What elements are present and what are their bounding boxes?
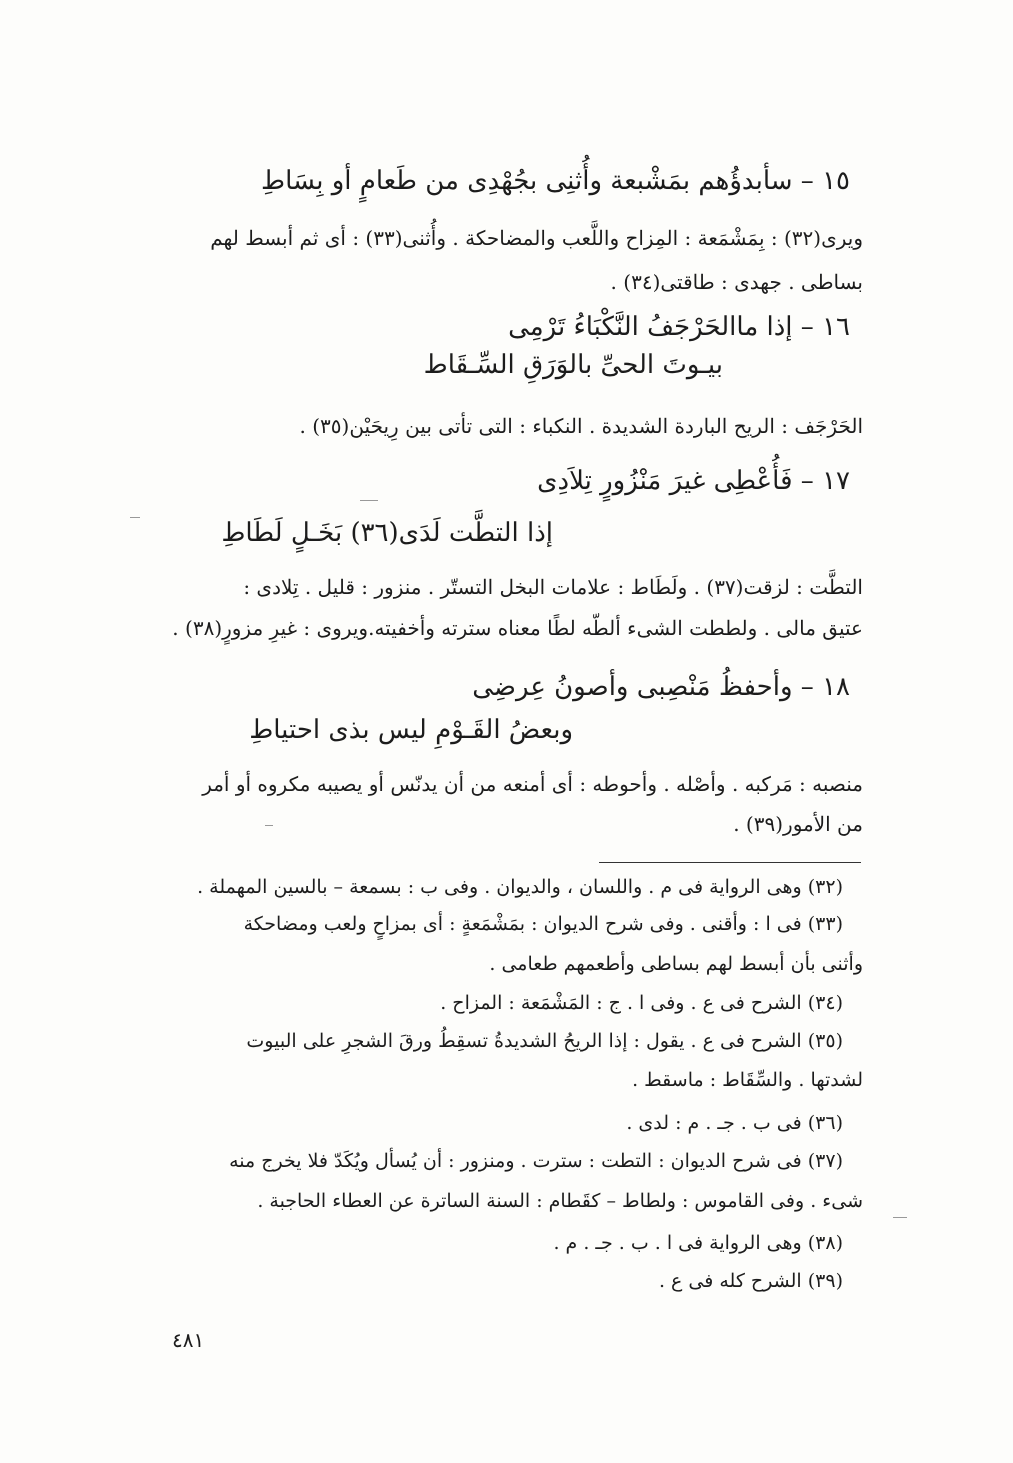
footnote-37-continued: شىء . وفى القاموس : ولطاط – كقَطام : السنة الساترة عن العطاء الحاجبة . <box>257 1190 863 1212</box>
scan-mark <box>265 825 273 826</box>
verse-15: ١٥ – سأبدؤُهم بمَشْبعة وأُثنِى بجُهْدِى من طَعامٍ أو بِسَاطِ <box>261 166 850 196</box>
verse-15-gloss-line-1: ويرى(٣٢) : بِمَشْمَعة : المِزاح واللَّعب والمضاحكة . وأُثنى(٣٣) : أى ثم أبسط لهم <box>210 226 863 250</box>
verse-16-gloss: الحَرْجَف : الريح الباردة الشديدة . النكباء : التى تأتى بين رِيحَيْن(٣٥) . <box>299 414 863 438</box>
page-number: ٤٨١ <box>172 1328 205 1352</box>
scan-mark <box>130 517 140 518</box>
footnote-35: (٣٥) الشرح فى ع . يقول : إذا الريحُ الشديدةُ تسقِطُ ورقَ الشجرِ على البيوت <box>246 1030 843 1052</box>
verse-17-second-hemistich: إذا التطَّت لَدَى(٣٦) بَخَـلٍ لَطَاطِ <box>221 518 553 548</box>
footnote-36: (٣٦) فى ب . جـ . م : لدى . <box>626 1112 843 1134</box>
verse-18-first-hemistich: ١٨ – وأحفظُ مَنْصِبى وأصونُ عِرضِى <box>472 672 850 702</box>
footnote-38: (٣٨) وهى الرواية فى ا . ب . جـ . م . <box>553 1232 843 1254</box>
verse-18-gloss-line-1: منصبه : مَركبه . وأصْله . وأحوطه : أى أمنعه من أن يدنّس أو يصيبه مكروه أو أمر <box>202 772 863 796</box>
verse-17-first-hemistich: ١٧ – فَأُعْطِى غيرَ مَنْزُورٍ تِلاَدِى <box>537 466 850 496</box>
footnote-35-continued: لشدتها . والسِّقَاط : ماسقط . <box>632 1069 863 1091</box>
footnote-33-continued: وأثنى بأن أبسط لهم بساطى وأطعمهم طعامى . <box>489 953 863 975</box>
verse-16-second-hemistich: بيـوتَ الحىِّ بالوَرَقِ السِّـقَاط <box>423 350 723 380</box>
scan-mark <box>893 1217 907 1218</box>
footnote-separator <box>599 862 861 863</box>
footnote-39: (٣٩) الشرح كله فى ع . <box>658 1270 843 1292</box>
verse-18-gloss-line-2: من الأمور(٣٩) . <box>733 812 863 836</box>
verse-18-second-hemistich: وبعضُ القَـوْمِ ليس بذى احتياطِ <box>249 715 573 745</box>
footnote-33: (٣٣) فى ا : وأقنى . وفى شرح الديوان : بمَشْمَعةٍ : أى بمزاحٍ ولعب ومضاحكة <box>243 913 843 935</box>
verse-17-gloss-line-2: عتيق مالى . ولططت الشىء ألطّه لطًا معناه سترته وأخفيته.ويروى : غيرِ مزورٍ(٣٨) . <box>172 616 863 640</box>
verse-17-gloss-line-1: التطَّت : لزقت(٣٧) . ولَطَاط : علامات البخل التستّر . منزور : قليل . تِلادى : <box>243 575 863 599</box>
scan-mark <box>360 500 378 501</box>
verse-15-gloss-line-2: بساطى . جهدى : طاقتى(٣٤) . <box>610 270 863 294</box>
footnote-34: (٣٤) الشرح فى ع . وفى ا . ج : المَشْمَعة : المزاح . <box>440 992 843 1014</box>
footnote-32: (٣٢) وهى الرواية فى م . واللسان ، والديوان . وفى ب : بسمعة – بالسين المهملة . <box>197 876 843 898</box>
footnote-37: (٣٧) فى شرح الديوان : التطت : سترت . ومنزور : أن يُسأل ويُكَدّ فلا يخرج منه <box>229 1150 843 1172</box>
verse-16-first-hemistich: ١٦ – إذا ماالحَرْجَفُ النَّكْبَاءُ تَرْمِى <box>508 312 850 342</box>
